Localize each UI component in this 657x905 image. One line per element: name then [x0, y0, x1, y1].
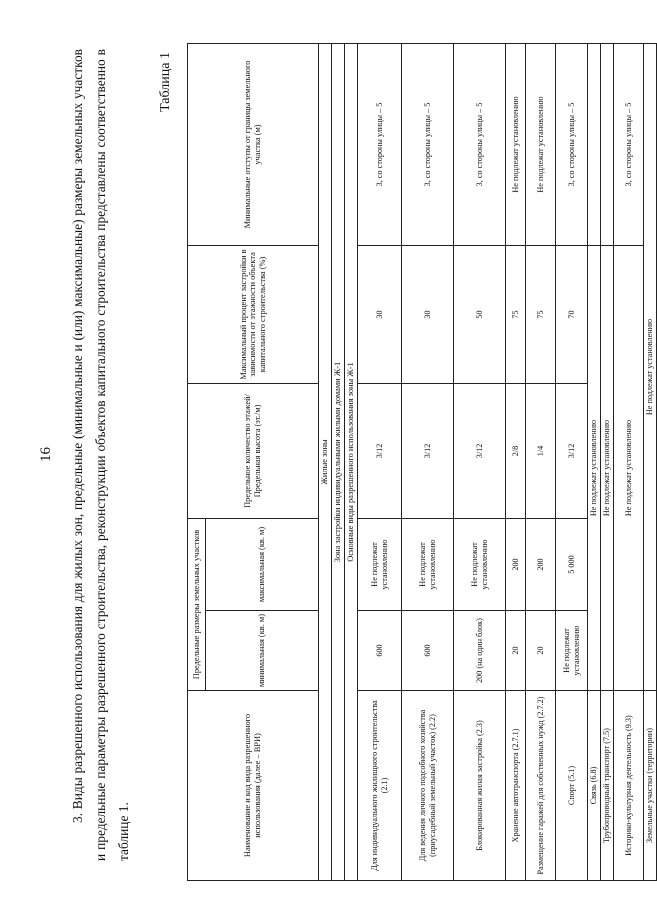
row-name: Историко-культурная деятельность (9.3)	[614, 691, 644, 881]
row-setback: 3, со стороны улицы – 5	[402, 43, 454, 245]
row-setback: 3, со стороны улицы – 5	[556, 43, 588, 245]
row-percent: 70	[556, 245, 588, 383]
row-name: Блокированная жилая застройка (2.3)	[454, 691, 506, 881]
table-header-row	[188, 43, 206, 880]
table-row	[506, 43, 526, 880]
row-setback: 3, со стороны улицы – 5	[614, 43, 644, 245]
row-setback	[588, 43, 601, 245]
header-plot-sizes: Предельные размеры земельных участков	[188, 518, 206, 690]
row-min: 600	[358, 611, 402, 691]
row-name: Для ведения личного подсобного хозяйства (приусадебный земельный участок) (2.2)	[402, 691, 454, 881]
table-row	[526, 43, 556, 880]
row-name: Земельные участки (территории)	[644, 691, 657, 881]
header-floors: Предельное количество этажей/ Предельная высота (эт./м)	[188, 383, 319, 518]
table-row	[402, 43, 454, 880]
row-floors: 1/4	[526, 383, 556, 518]
row-name: Размещение гаражей для собственных нужд (2.7.2)	[526, 691, 556, 881]
row-floors: 3/12	[454, 383, 506, 518]
page-number: 16	[38, 447, 54, 462]
intro-text: 3. Виды разрешенного использования для жилых зон, предельные (минимальные и (или) максимальные) размеры земельных участков и предельные параметры разрешенного строительства, реконструкции объектов капитального строительства представлены соответственно в таблице 1.	[70, 49, 131, 861]
table-caption: Таблица 1	[158, 52, 173, 112]
row-setback: Не подлежат установлению	[526, 43, 556, 245]
row-max: Не подлежат установлению	[454, 518, 506, 610]
row-min: 20	[526, 611, 556, 691]
row-percent: 75	[526, 245, 556, 383]
row-max: 5 000	[556, 518, 588, 610]
row-name: Хранение автотранспорта (2.7.1)	[506, 691, 526, 881]
row-min: 20	[506, 611, 526, 691]
zone-subtitle: Зона застройки индивидуальными жилыми домами Ж-1	[332, 43, 345, 880]
row-percent: 50	[454, 245, 506, 383]
row-setback: 3, со стороны улицы – 5	[358, 43, 402, 245]
intro-paragraph	[66, 49, 135, 861]
header-max: максимальная (кв. м)	[206, 518, 319, 610]
row-floors: 2/8	[506, 383, 526, 518]
row-floors: 3/12	[358, 383, 402, 518]
header-percent: Максимальный процент застройки в зависимости от этажности объекта капитального строительства (%)	[188, 245, 319, 383]
row-percent: 75	[506, 245, 526, 383]
row-merged-value: Не подлежат установлению	[588, 245, 601, 690]
row-min: Не подлежат установлению	[556, 611, 588, 691]
table-row	[644, 43, 657, 880]
header-setbacks: Минимальные отступы от границы земельного участка (м)	[188, 43, 319, 245]
row-setback: Не подлежат установлению	[506, 43, 526, 245]
zoning-table	[187, 43, 657, 881]
row-merged-value: Не подлежат установлению	[644, 43, 657, 690]
zone-section: Основные виды разрешенного использования зоны Ж-1	[345, 43, 358, 880]
table-row	[614, 43, 644, 880]
row-name: Спорт (5.1)	[556, 691, 588, 881]
row-setback: 3, со стороны улицы – 5	[454, 43, 506, 245]
table-row	[454, 43, 506, 880]
row-max: Не подлежат установлению	[402, 518, 454, 610]
table-row	[588, 43, 601, 880]
row-max: Не подлежат установлению	[358, 518, 402, 610]
row-max: 200	[526, 518, 556, 610]
header-name: Наименование и код вида разрешенного использования (далее – ВРИ)	[188, 691, 319, 881]
row-name: Для индивидуального жилищного строительства (2.1)	[358, 691, 402, 881]
table-row	[556, 43, 588, 880]
row-name: Трубопроводный транспорт (7.5)	[601, 691, 614, 881]
row-max: 200	[506, 518, 526, 610]
row-name: Связь (6.8)	[588, 691, 601, 881]
table-row	[601, 43, 614, 880]
row-percent: 30	[402, 245, 454, 383]
row-percent: 30	[358, 245, 402, 383]
zone-title: Жилые зоны	[319, 43, 332, 880]
row-setback	[601, 43, 614, 245]
row-merged-value: Не подлежат установлению	[601, 245, 614, 690]
header-min: минимальная (кв. м)	[206, 611, 319, 691]
row-floors: 3/12	[556, 383, 588, 518]
row-floors: 3/12	[402, 383, 454, 518]
row-min: 600	[402, 611, 454, 691]
table-row	[358, 43, 402, 880]
row-merged-value: Не подлежат установлению	[614, 245, 644, 690]
row-min: 200 (на один блок)	[454, 611, 506, 691]
